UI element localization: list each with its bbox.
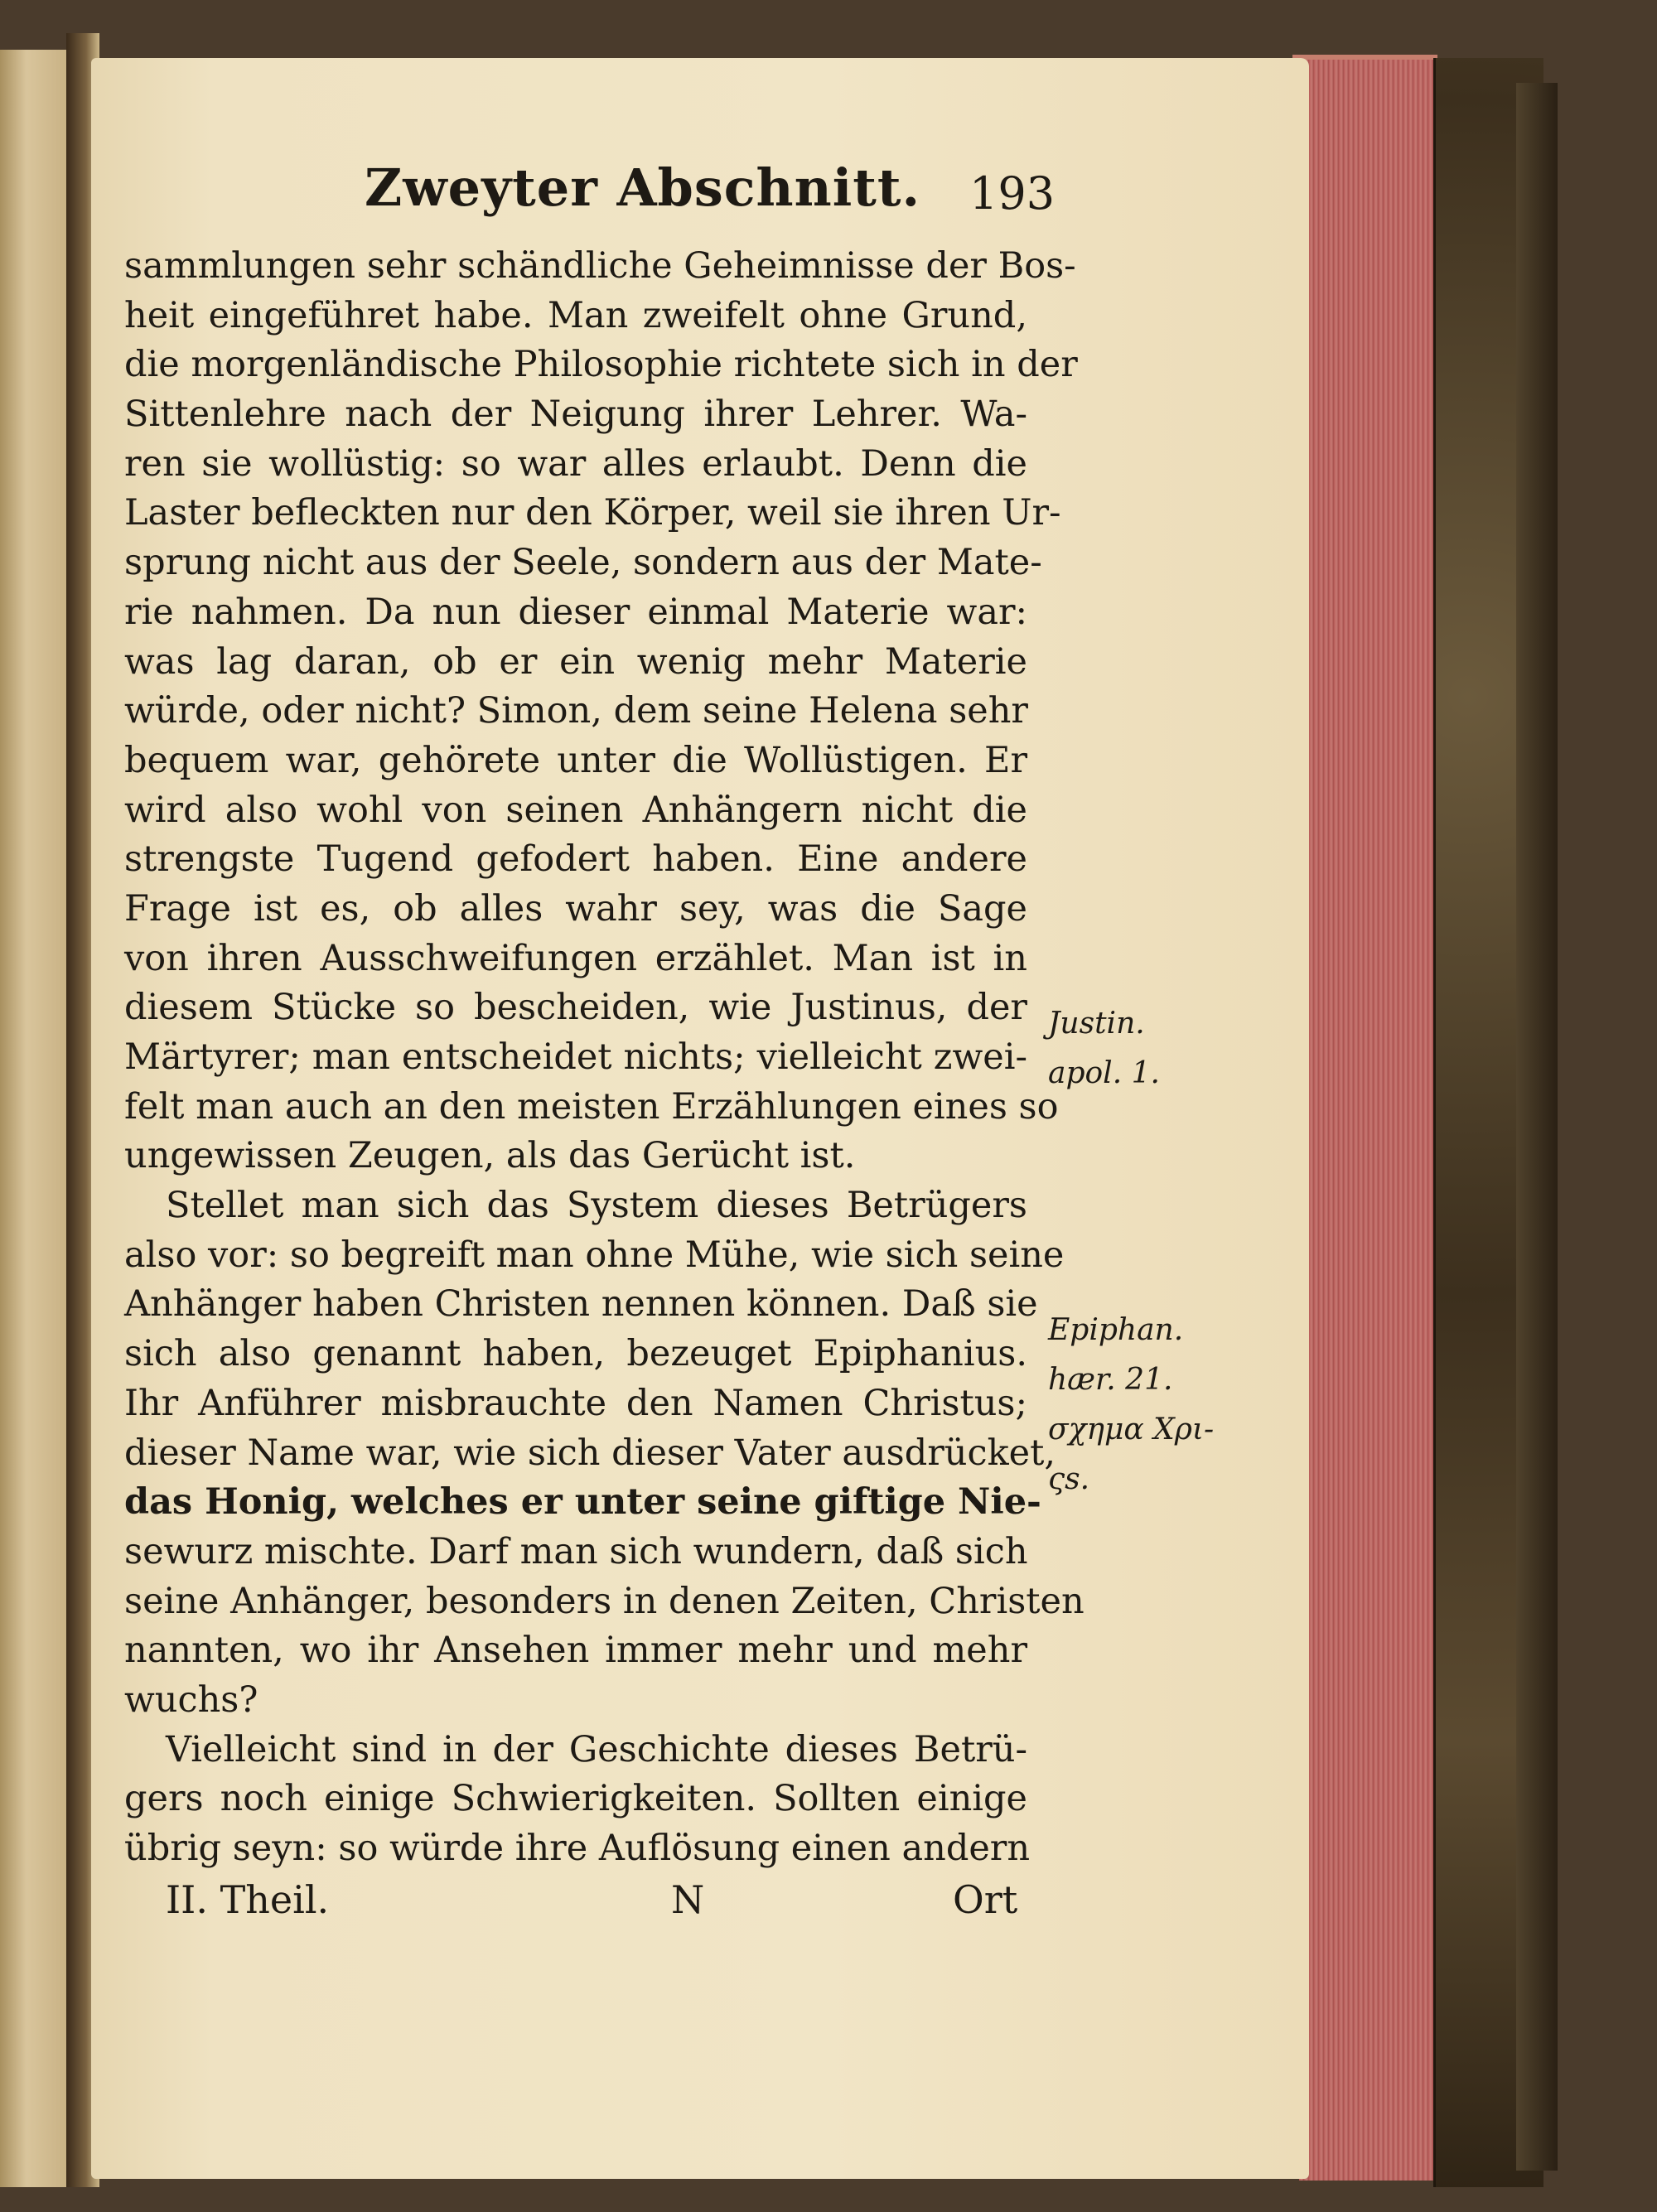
text-line: wird also wohl von seinen Anhängern nicht die bbox=[124, 789, 1027, 831]
signature-mark: N bbox=[671, 1876, 705, 1922]
previous-page-edge bbox=[0, 50, 66, 2187]
margin-note: hær. 21. bbox=[1048, 1363, 1173, 1397]
text-line: die morgenländische Philosophie richtete sich in der bbox=[124, 344, 1078, 386]
text-line: seine Anhänger, besonders in denen Zeiten, Christen bbox=[124, 1580, 1085, 1622]
text-line: rie nahmen. Da nun dieser einmal Materie war: bbox=[124, 591, 1027, 633]
cover-spine-edge bbox=[1516, 83, 1558, 2171]
text-line: was lag daran, ob er ein wenig mehr Materie bbox=[124, 640, 1027, 683]
catchword: Ort bbox=[953, 1876, 1018, 1922]
text-line: Vielleicht sind in der Geschichte dieses Betrü- bbox=[166, 1728, 1027, 1770]
text-line: Laster befleckten nur den Körper, weil sie ihren Ur- bbox=[124, 492, 1061, 534]
page-number: 193 bbox=[969, 167, 1056, 220]
text-line: ungewissen Zeugen, als das Gerücht ist. bbox=[124, 1135, 856, 1177]
margin-note: apol. 1. bbox=[1048, 1056, 1160, 1090]
running-head: Zweyter Abschnitt. bbox=[365, 157, 921, 218]
page-header bbox=[124, 149, 1056, 232]
text-line: wuchs? bbox=[124, 1678, 258, 1721]
margin-note: Epiphan. bbox=[1048, 1313, 1184, 1347]
text-line: felt man auch an den meisten Erzählungen eines so bbox=[124, 1085, 1059, 1128]
text-line: das Honig, welches er unter seine giftige Nie- bbox=[124, 1481, 1041, 1524]
text-line: sprung nicht aus der Seele, sondern aus der Mate- bbox=[124, 542, 1042, 584]
text-line: Anhänger haben Christen nennen können. Daß sie bbox=[124, 1283, 1038, 1326]
text-line: sewurz mischte. Darf man sich wundern, daß sich bbox=[124, 1530, 1028, 1572]
text-line: übrig seyn: so würde ihre Auflösung einen andern bbox=[124, 1828, 1031, 1869]
text-line: Stellet man sich das System dieses Betrügers bbox=[166, 1185, 1027, 1227]
text-line: sich also genannt haben, bezeuget Epiphanius. bbox=[124, 1333, 1027, 1375]
margin-note: Justin. bbox=[1048, 1007, 1145, 1041]
red-page-edges bbox=[1299, 60, 1436, 2181]
text-line: Sittenlehre nach der Neigung ihrer Lehrer. Wa- bbox=[124, 394, 1027, 436]
text-line: Ihr Anführer misbrauchte den Namen Christus; bbox=[124, 1382, 1027, 1424]
text-line: heit eingeführet habe. Man zweifelt ohne Grund, bbox=[124, 294, 1027, 336]
text-line: bequem war, gehörete unter die Wollüstigen. Er bbox=[124, 739, 1027, 781]
text-line: strengste Tugend gefodert haben. Eine andere bbox=[124, 838, 1027, 881]
text-line: diesem Stücke so bescheiden, wie Justinus, der bbox=[124, 987, 1027, 1029]
text-line: sammlungen sehr schändliche Geheimnisse der Bos- bbox=[124, 245, 1076, 287]
text-line: von ihren Ausschweifungen erzählet. Man ist in bbox=[124, 937, 1027, 979]
volume-signature: II. Theil. bbox=[166, 1876, 330, 1922]
text-line: würde, oder nicht? Simon, dem seine Helena sehr bbox=[124, 690, 1028, 732]
page-footer bbox=[124, 1877, 1027, 1927]
margin-note: σχημα Χρι- bbox=[1048, 1413, 1215, 1446]
text-line: gers noch einige Schwierigkeiten. Sollten einige bbox=[124, 1778, 1027, 1820]
text-line: ren sie wollüstig: so war alles erlaubt. Denn die bbox=[124, 442, 1027, 485]
text-line: also vor: so begreift man ohne Mühe, wie sich seine bbox=[124, 1234, 1065, 1276]
margin-note: ςs. bbox=[1048, 1462, 1090, 1496]
text-line: nannten, wo ihr Ansehen immer mehr und mehr bbox=[124, 1630, 1027, 1672]
text-line: dieser Name war, wie sich dieser Vater ausdrücket, bbox=[124, 1432, 1056, 1474]
text-line: Frage ist es, ob alles wahr sey, was die Sage bbox=[124, 887, 1027, 930]
text-line: Märtyrer; man entscheidet nichts; vielleicht zwei- bbox=[124, 1036, 1027, 1078]
